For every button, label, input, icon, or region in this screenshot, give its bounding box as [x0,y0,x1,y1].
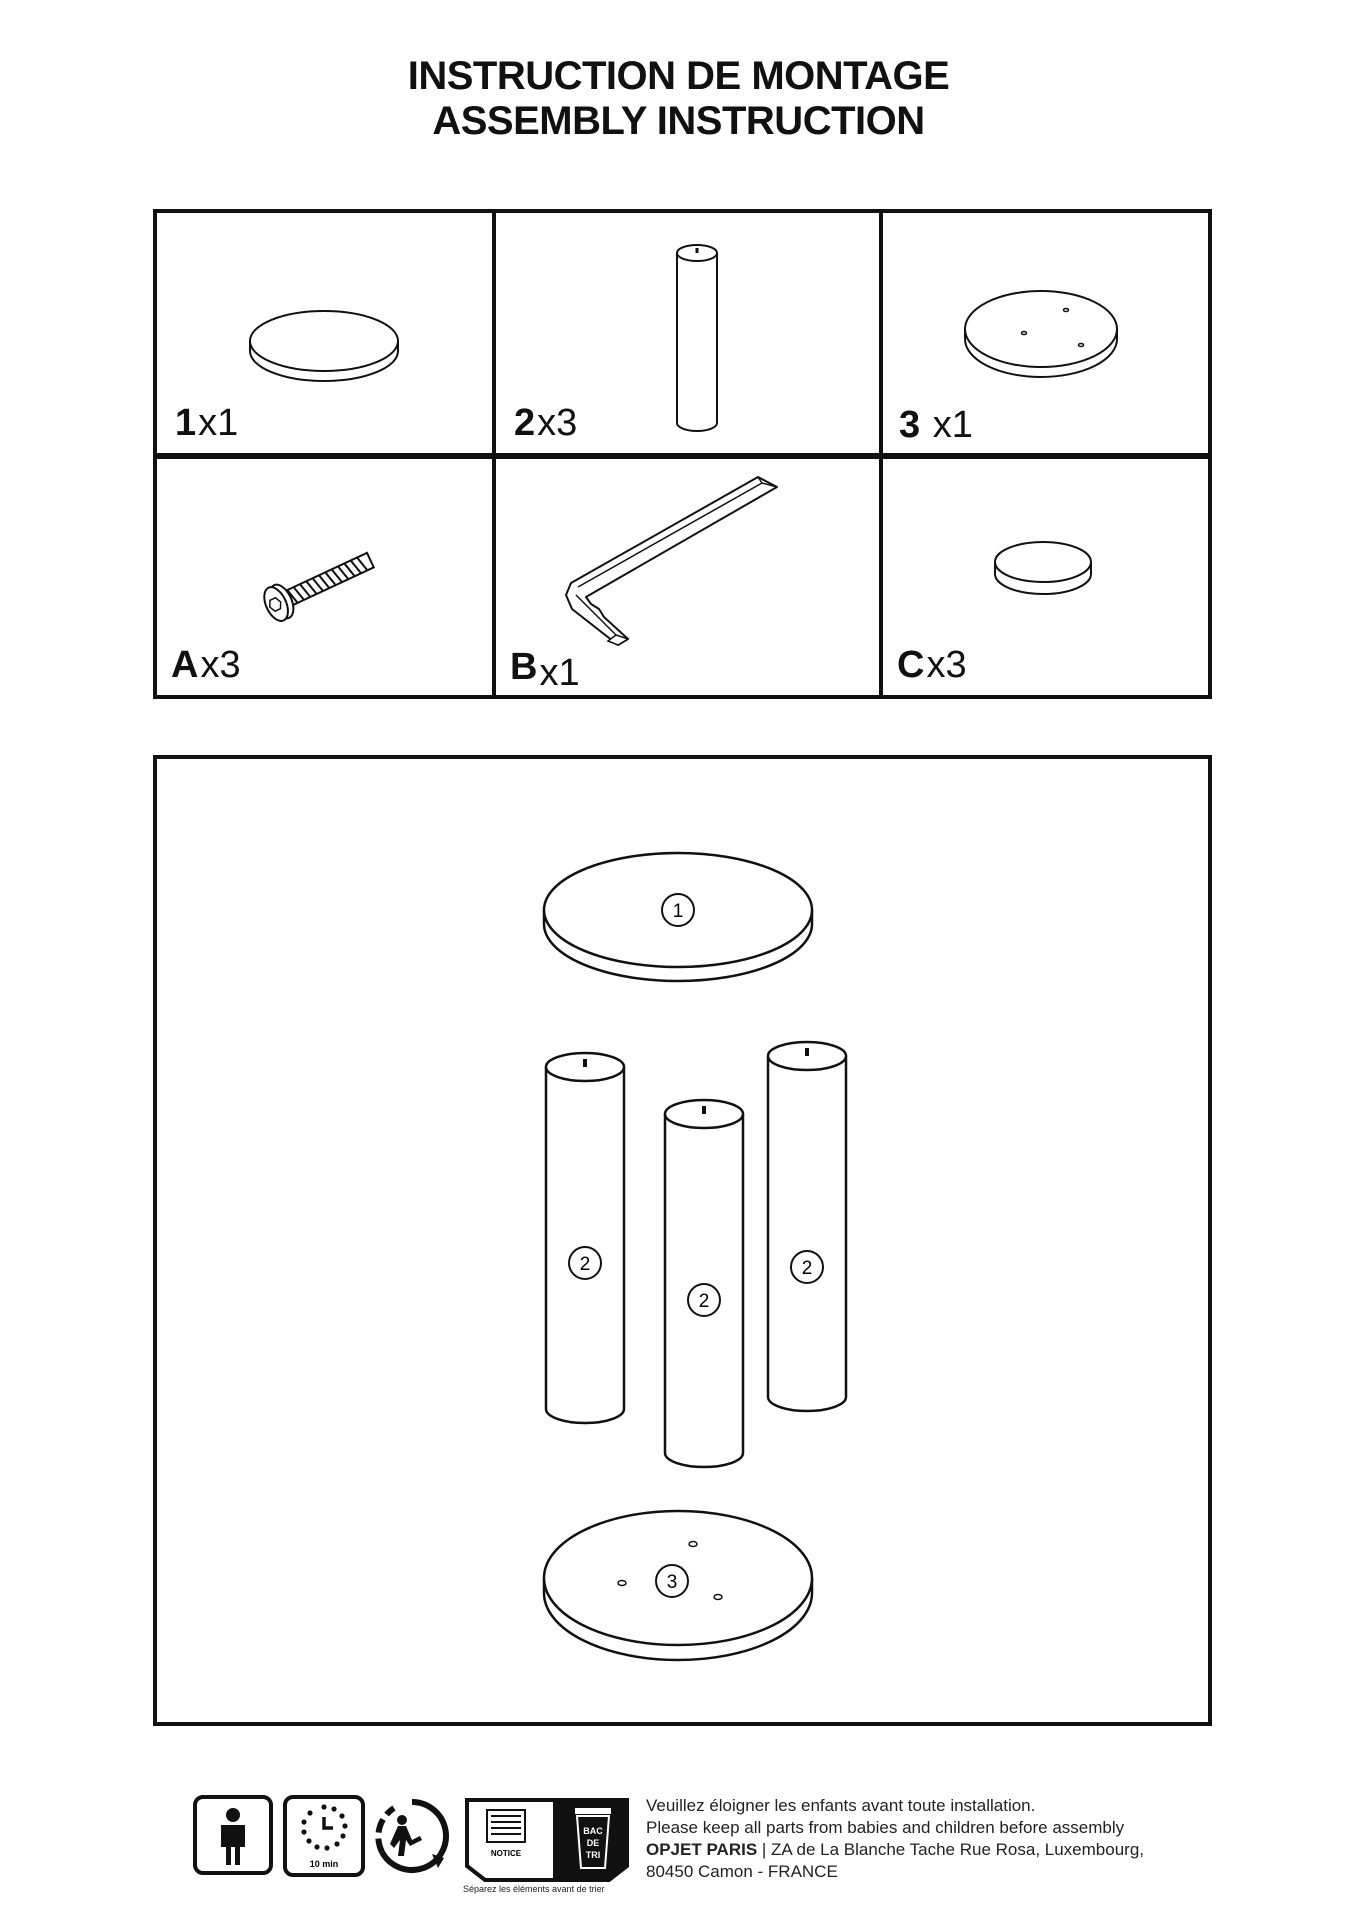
base-drawing [544,1511,812,1660]
part-label-c [897,645,967,685]
sort-caption: Séparez les éléments avant de trier [463,1884,605,1894]
warning-english: Please keep all parts from babies and children before assembly [646,1818,1125,1837]
leg-right-drawing [768,1042,846,1411]
title-french: INSTRUCTION DE MONTAGE [407,54,950,98]
part-quantity: x3 [537,402,578,444]
parts-list-grid [153,209,1212,699]
part-quantity: x1 [539,652,580,694]
notice-label: NOTICE [490,1849,522,1858]
title-english: ASSEMBLY INSTRUCTION [432,99,925,143]
part-label-1 [175,403,238,443]
bin-label-3: TRI [585,1850,601,1860]
footer [0,1780,1357,1920]
part-label-a [171,645,241,685]
part-cell-b [496,459,879,695]
callout-leg-right: 2 [801,1258,813,1279]
part-cell-2 [496,213,879,453]
part-quantity: x1 [932,404,973,446]
leg-left-drawing [546,1053,624,1423]
part-key: 2 [514,402,536,444]
exploded-view-drawing [157,759,1208,1722]
part-quantity: x1 [198,402,239,444]
company-name: OPJET PARIS [646,1840,758,1859]
part-key: A [171,644,199,686]
assembly-diagram [153,755,1212,1726]
bin-label-1: BAC [583,1826,603,1836]
part-key: 1 [175,402,197,444]
callout-leg-middle: 2 [698,1291,710,1312]
part-key: B [510,646,538,688]
part-cell-c [883,459,1212,695]
safety-and-address-text [646,1795,1144,1883]
part-quantity: x3 [200,644,241,686]
callout-base: 3 [666,1572,678,1593]
part-key: 3 [899,404,921,446]
company-address [646,1839,1144,1861]
part-label-2 [514,403,577,443]
leg-middle-drawing [665,1100,743,1467]
time-label: 10 min [309,1859,339,1869]
part-label-b [510,646,580,694]
part-quantity: x3 [926,644,967,686]
warning-french: Veuillez éloigner les enfants avant toute installation. [646,1796,1036,1815]
callout-leg-left: 2 [579,1254,591,1275]
callout-top: 1 [672,901,684,922]
address-line-2: 80450 Camon - FRANCE [646,1862,838,1881]
bin-label-2: DE [586,1838,600,1848]
part-label-3 [899,405,973,445]
part-cell-3 [883,213,1212,453]
part-key: C [897,644,925,686]
address-line-1: | ZA de La Blanche Tache Rue Rosa, Luxembourg, [757,1840,1144,1859]
notice-paper-icon [487,1810,525,1842]
part-cell-a [157,459,492,695]
part-cell-1 [157,213,492,453]
